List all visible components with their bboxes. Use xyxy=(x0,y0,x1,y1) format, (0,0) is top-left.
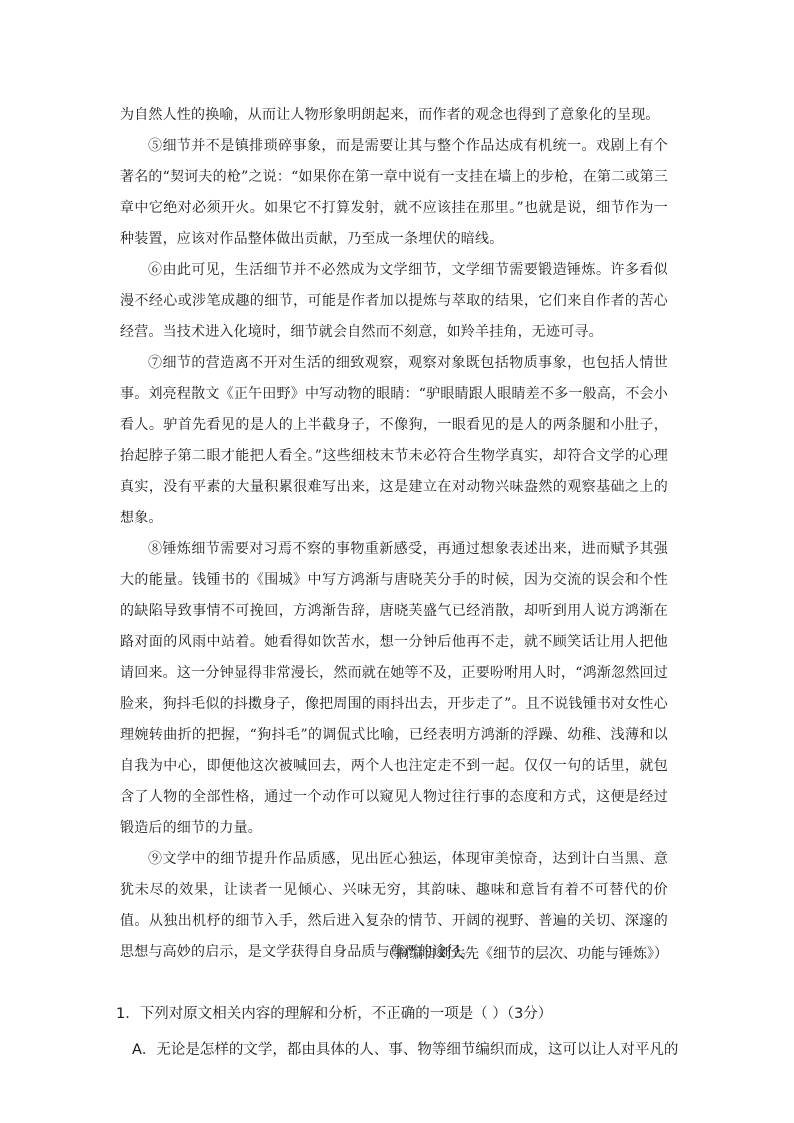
paragraph-6: ⑥由此可见，生活细节并不必然成为文学细节，文学细节需要锻造锤炼。许多看似漫不经心或涉笔成趣的细节，可能是作者加以提炼与萃取的结果，它们来自作者的苦心经营。当技术进入化境时，细节就会自然而不刻意，如羚羊挂角，无迹可寻。 xyxy=(120,262,668,340)
paragraph-5: ⑤细节并不是镇排琐碎事象，而是需要让其与整个作品达成有机统一。戏剧上有个著名的“契诃夫的枪”之说：“如果你在第一章中说有一支挂在墙上的步枪，在第二或第三章中它绝对必须开火。如果它不打算发射，就不应该挂在那里。”也就是说，细节作为一种装置，应该对作品整体做出贡献，乃至成一条埋伏的暗线。 xyxy=(120,138,668,247)
paragraph-7: ⑦细节的营造离不开对生活的细致观察，观察对象既包括物质事象，也包括人情世事。刘亮程散文《正午田野》中写动物的眼睛：“驴眼睛跟人眼睛差不多一般高，不会小看人。驴首先看见的是人的上半截身子，不像狗，一眼看见的是人的两条腿和小肚子，抬起脖子第二眼才能把人看全。”这些细枝末节未必符合生物学真实，却符合文学的心理真实，没有平素的大量积累很难写出来，这是建立在对动物兴味盎然的观察基础之上的想象。 xyxy=(120,355,668,526)
article-source: （摘编自刘大先《细节的层次、功能与锤炼》） xyxy=(381,946,668,962)
article-body xyxy=(120,100,668,968)
paragraph-9: ⑨文学中的细节提升作品质感，见出匠心独运，体现审美惊奇，达到计白当黑、意犹未尽的效果，让读者一见倾心、兴味无穷，其韵味、趣味和意旨有着不可替代的价值。从独出机杼的细节入手，然后进入复杂的情节、开阔的视野、普遍的关切、深邃的思想与高妙的启示，是文学获得自身品质与尊严的途径。 xyxy=(120,851,668,960)
paragraph-8: ⑧锤炼细节需要对习焉不察的事物重新感受，再通过想象表述出来，进而赋予其强大的能量。钱锺书的《围城》中写方鸿渐与唐晓芙分手的时候，因为交流的误会和个性的缺陷导致事情不可挽回，方鸿渐告辞，唐晓芙盛气已经消散，却听到用人说方鸿渐在路对面的风雨中站着。她看得如饮苦水，想一分钟后他再不走，就不顾笑话让用人把他请回来。这一分钟显得非常漫长，然而就在她等不及，正要吩咐用人时，“鸿渐忽然回过脸来，狗抖毛似的抖擞身子，像把周围的雨抖出去，开步走了”。且不说钱锺书对女性心理婉转曲折的把握，“狗抖毛”的调侃式比喻，已经表明方鸿渐的浮躁、幼稚、浅薄和以自我为中心，即便他这次被喊回去，两个人也注定走不到一起。仅仅一句的话里，就包含了人物的全部性格，通过一个动作可以窥见人物过往行事的态度和方式，这便是经过锻造后的细节的力量。 xyxy=(120,541,668,836)
question-1-option-a: A．无论是怎样的文学，都由具体的人、事、物等细节编织而成，这可以让人对平凡的 xyxy=(132,1042,679,1058)
question-1-stem: 1．下列对原文相关内容的理解和分析，不正确的一项是（ ）（3分） xyxy=(116,1006,553,1022)
paragraph-4-tail: 为自然人性的换喻，从而让人物形象明朗起来，而作者的观念也得到了意象化的呈现。 xyxy=(120,107,660,123)
